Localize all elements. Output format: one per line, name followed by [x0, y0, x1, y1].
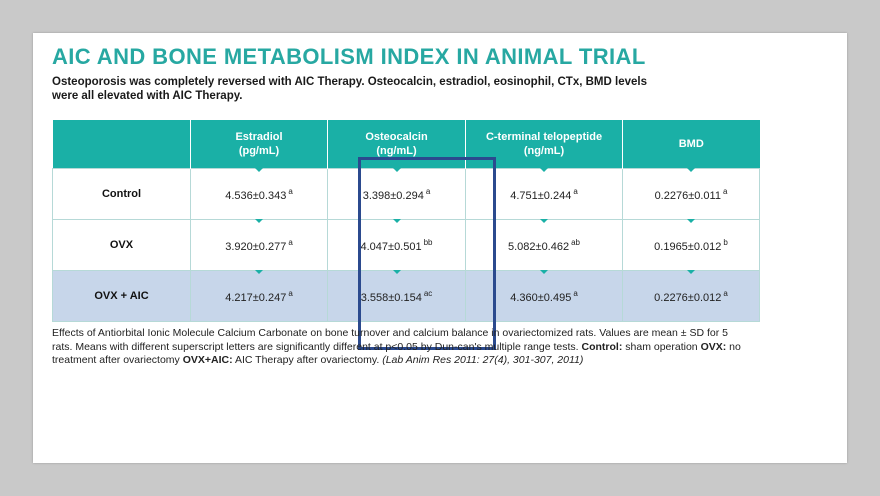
row-divider-arrow-icon: [687, 270, 695, 274]
row-divider-arrow-icon: [393, 219, 401, 223]
row-divider-arrow-icon: [540, 219, 548, 223]
header-bmd: BMD: [623, 120, 760, 169]
row-label: OVX + AIC: [53, 271, 191, 322]
table-cell: 3.920±0.277 $^a$: [191, 220, 328, 271]
table-cell: 4.047±0.501 $^{bb}$: [328, 220, 466, 271]
results-table: [52, 120, 760, 322]
table-header-row: [53, 120, 760, 169]
citation: (Lab Anim Res 2011: 27(4), 301-307, 2011): [382, 354, 584, 366]
header-estradiol: Estradiol (pg/mL): [191, 120, 328, 169]
table-row: [53, 169, 760, 220]
table-cell: 3.398±0.294 $^a$: [328, 169, 466, 220]
header-empty: [53, 120, 191, 169]
row-divider-arrow-icon: [687, 168, 695, 172]
slide-title: AIC AND BONE METABOLISM INDEX IN ANIMAL TRIAL: [52, 44, 646, 69]
table-cell: 4.751±0.244 $^a$: [466, 169, 623, 220]
table-cell: 4.360±0.495 $^a$: [466, 271, 623, 322]
row-divider-arrow-icon: [393, 168, 401, 172]
slide-subtitle: Osteoporosis was completely reversed with AIC Therapy. Osteocalcin, estradiol, eosinophil, CTx, BMD levels were all elevated with AIC Therapy.: [52, 76, 647, 102]
table-cell: 4.536±0.343 $^a$: [191, 169, 328, 220]
table-cell: 0.2276±0.011 $^a$: [623, 169, 760, 220]
row-divider-arrow-icon: [255, 219, 263, 223]
row-divider-arrow-icon: [393, 270, 401, 274]
table-caption: Effects of Antiorbital Ionic Molecule Calcium Carbonate on bone turnover and calcium balance in ovariectomized rats. Values are mean ± SD for 5 rats. Means with different superscript letters are significantly different at p<0.05 by Dun-can's multiple range tests. Control: sham operation OVX: no treatment after ovariectomy OVX+AIC: AIC Therapy after ovariectomy. (Lab Anim Res 2011: 27(4), 301-307, 2011): [52, 327, 741, 366]
header-osteocalcin: Osteocalcin (ng/mL): [328, 120, 466, 169]
table-row-highlighted: [53, 271, 760, 322]
table-row: [53, 220, 760, 271]
row-divider-arrow-icon: [540, 168, 548, 172]
table-cell: 5.082±0.462 $^{ab}$: [466, 220, 623, 271]
row-label: Control: [53, 169, 191, 220]
table-cell: 3.558±0.154 $^{ac}$: [328, 271, 466, 322]
header-ctx: C-terminal telopeptide (ng/mL): [466, 120, 623, 169]
row-divider-arrow-icon: [255, 270, 263, 274]
row-divider-arrow-icon: [687, 219, 695, 223]
row-label: OVX: [53, 220, 191, 271]
table-cell: 0.2276±0.012 $^a$: [623, 271, 760, 322]
row-divider-arrow-icon: [540, 270, 548, 274]
row-divider-arrow-icon: [255, 168, 263, 172]
table-cell: 0.1965±0.012 $^b$: [623, 220, 760, 271]
table-cell: 4.217±0.247 $^a$: [191, 271, 328, 322]
